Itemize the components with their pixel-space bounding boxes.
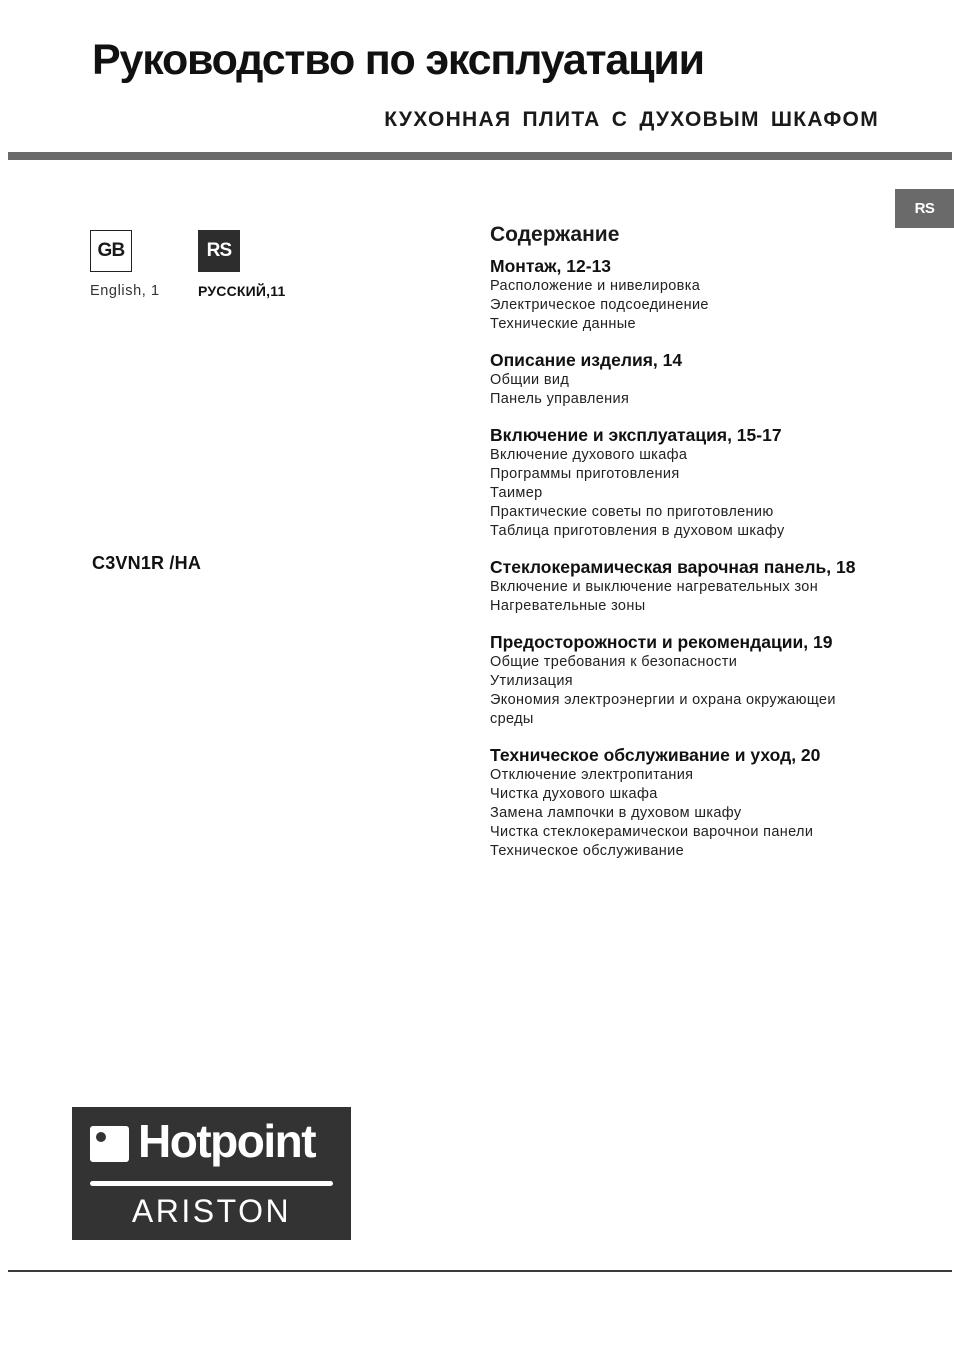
- logo-brand-name: Hotpoint: [138, 1115, 316, 1167]
- toc-section-title: Монтаж, 12-13: [490, 256, 612, 276]
- logo-top-row: [90, 1115, 316, 1167]
- toc-item: среды: [490, 711, 534, 727]
- toc-item: Отключение электропитания: [490, 767, 694, 783]
- toc-item: Электрическое подсоединение: [490, 297, 709, 313]
- brand-logo: [72, 1107, 351, 1240]
- toc-item: Включение духового шкафа: [490, 447, 688, 463]
- toc-item: Замена лампочки в духовом шкафу: [490, 805, 742, 821]
- language-badge-rs: RS: [198, 230, 240, 272]
- toc-section: [490, 349, 900, 409]
- toc-item: Экономия электроэнергии и охрана окружающеи: [490, 692, 836, 708]
- toc-heading: Содержание: [490, 223, 620, 246]
- table-of-contents: [490, 222, 900, 876]
- model-number: C3VN1R /HA: [92, 553, 202, 573]
- toc-item: Чистка духового шкафа: [490, 786, 658, 802]
- toc-section: [490, 255, 900, 334]
- toc-item: Чистка стеклокерамическои варочнои панели: [490, 824, 814, 840]
- toc-section: [490, 744, 900, 861]
- page-title: Руководство по эксплуатации: [92, 36, 704, 84]
- side-language-tab: RS: [895, 189, 954, 228]
- toc-section-title: Техническое обслуживание и уход, 20: [490, 745, 821, 765]
- toc-section-title: Стеклокерамическая варочная панель, 18: [490, 557, 856, 577]
- toc-section-title: Предосторожности и рекомендации, 19: [490, 632, 833, 652]
- top-divider: [8, 152, 952, 160]
- toc-item: Панель управления: [490, 391, 630, 407]
- toc-section: [490, 424, 900, 541]
- bottom-divider: [8, 1270, 952, 1272]
- language-caption-rs: РУССКИЙ,11: [198, 283, 286, 299]
- toc-item: Таимер: [490, 485, 543, 501]
- toc-item: Включение и выключение нагревательных зон: [490, 579, 819, 595]
- toc-section: [490, 631, 900, 729]
- toc-item: Программы приготовления: [490, 466, 680, 482]
- toc-item: Таблица приготовления в духовом шкафу: [490, 523, 785, 539]
- toc-item: Нагревательные зоны: [490, 598, 646, 614]
- logo-divider: [90, 1181, 333, 1186]
- logo-mark-icon: [90, 1126, 129, 1162]
- toc-item: Утилизация: [490, 673, 573, 689]
- page-subtitle: КУХОННАЯ ПЛИТА С ДУХОВЫМ ШКАФОМ: [384, 108, 879, 131]
- language-caption-gb: English, 1: [90, 283, 160, 299]
- toc-section-title: Включение и эксплуатация, 15-17: [490, 425, 782, 445]
- logo-sub-brand: ARISTON: [131, 1193, 292, 1229]
- logo-dot: [96, 1132, 106, 1142]
- toc-item: Технические данные: [490, 316, 636, 332]
- toc-section-title: Описание изделия, 14: [490, 350, 683, 370]
- toc-section: [490, 556, 900, 616]
- language-badge-gb: GB: [90, 230, 132, 272]
- toc-item: Общие требования к безопасности: [490, 654, 738, 670]
- toc-item: Практические советы по приготовлению: [490, 504, 774, 520]
- toc-item: Общии вид: [490, 372, 570, 388]
- toc-item: Техническое обслуживание: [490, 843, 684, 859]
- toc-item: Расположение и нивелировка: [490, 278, 701, 294]
